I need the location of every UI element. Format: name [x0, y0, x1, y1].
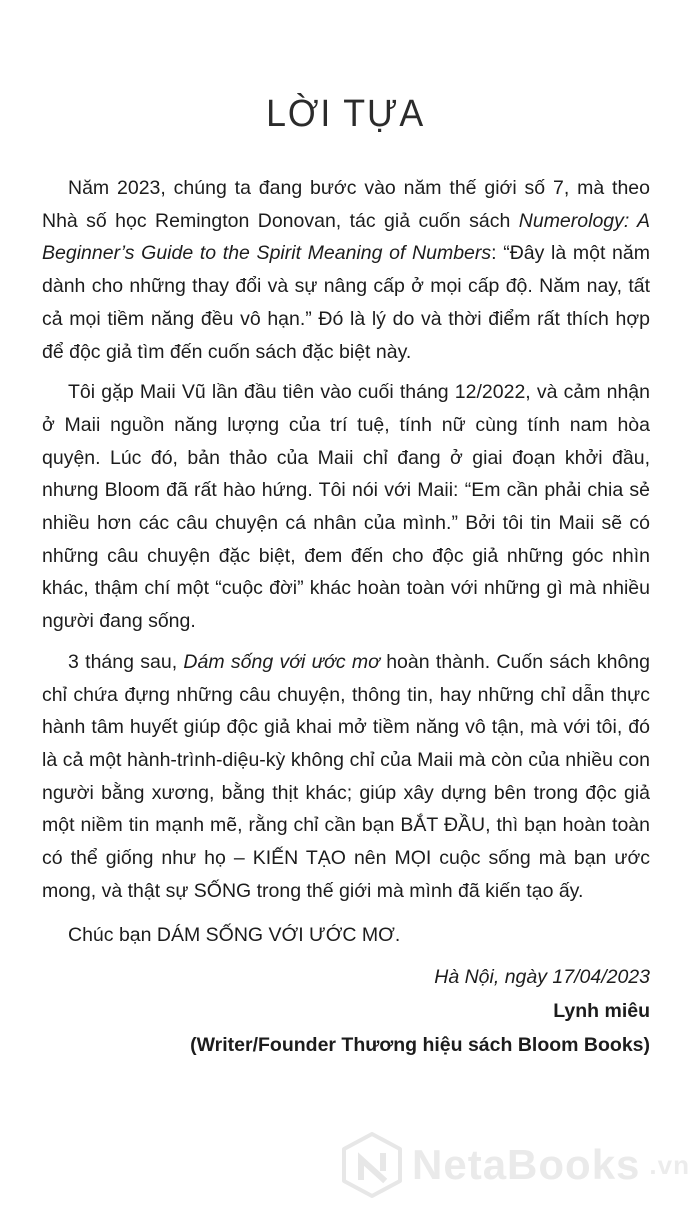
page-title	[42, 92, 650, 136]
signature-place-date: Hà Nội, ngày 17/04/2023	[434, 966, 650, 989]
preface-body	[42, 172, 650, 952]
page-title-text: LỜI TỰA	[266, 93, 426, 135]
book-title-run: Numerology: A Beginner’s Guide to the Spirit Meaning of Numbers	[42, 209, 650, 265]
text-run: Chúc bạn DÁM SỐNG VỚI ƯỚC MƠ.	[68, 924, 401, 947]
signature-block	[42, 960, 650, 1062]
book-title-run: Dám sống với ước mơ	[183, 650, 380, 673]
book-page	[0, 92, 700, 1212]
text-run: Năm 2023, chúng ta đang bước vào năm thế giới số 7, mà theo Nhà số học Remington Donovan, tác giả cuốn sách	[42, 177, 650, 232]
netabooks-suffix-text: .vn	[649, 1149, 690, 1180]
text-run: Tôi gặp Maii Vũ lần đầu tiên vào cuối tháng 12/2022, và cảm nhận ở Maii nguồn năng lượng của trí tuệ, tính nữ cùng tính nam hòa quyện. Lúc đó, bản thảo của Maii chỉ đang ở giai đoạn khởi đầu, nhưng Bloom đã rất hào hứng. Tôi nói với Maii: “Em cần phải chia sẻ nhiều hơn các câu chuyện cá nhân của mình.” Bởi tôi tin Maii sẽ có những câu chuyện đặc biệt, đem đến cho độc giả những góc nhìn khác, thậm chí một “cuộc đời” khác hoàn toàn với những gì mà nhiều người đang sống.	[42, 381, 650, 633]
netabooks-hexagon-logo-icon	[341, 1132, 403, 1198]
paragraph-3	[42, 646, 650, 908]
netabooks-watermark	[341, 1132, 690, 1198]
paragraph-1	[42, 172, 650, 368]
paragraph-4	[42, 919, 650, 952]
signature-author: Lynh miêu	[553, 1000, 650, 1023]
signature-affiliation: (Writer/Founder Thương hiệu sách Bloom Books)	[190, 1034, 650, 1057]
paragraph-2	[42, 376, 650, 638]
text-run: 3 tháng sau,	[68, 650, 184, 673]
netabooks-brand-text: NetaBooks	[412, 1141, 641, 1188]
text-run: : “Đây là một năm dành cho những thay đổi và sự nâng cấp ở mọi cấp độ. Năm nay, tất cả mọi tiềm năng đều vô hạn.” Đó là lý do và thời điểm rất thích hợp để độc giả tìm đến cuốn sách đặc biệt này.	[42, 242, 650, 363]
preface-page	[0, 92, 700, 1212]
text-run: hoàn thành. Cuốn sách không chỉ chứa đựng những câu chuyện, thông tin, hay những chỉ dẫn thực hành tâm huyết giúp độc giả khai mở tiềm năng vô tận, mà với tôi, đó là cả một hành-trình-diệu-kỳ không chỉ của Maii mà còn của nhiều con người bằng xương, bằng thịt khác; giúp xây dựng bên trong độc giả một niềm tin mạnh mẽ, rằng chỉ cần bạn BẮT ĐẦU, thì bạn hoàn toàn có thể giống như họ – KIẾN TẠO nên MỌI cuộc sống mà bạn ước mong, và thật sự SỐNG trong thế giới mà mình đã kiến tạo ấy.	[42, 650, 650, 902]
